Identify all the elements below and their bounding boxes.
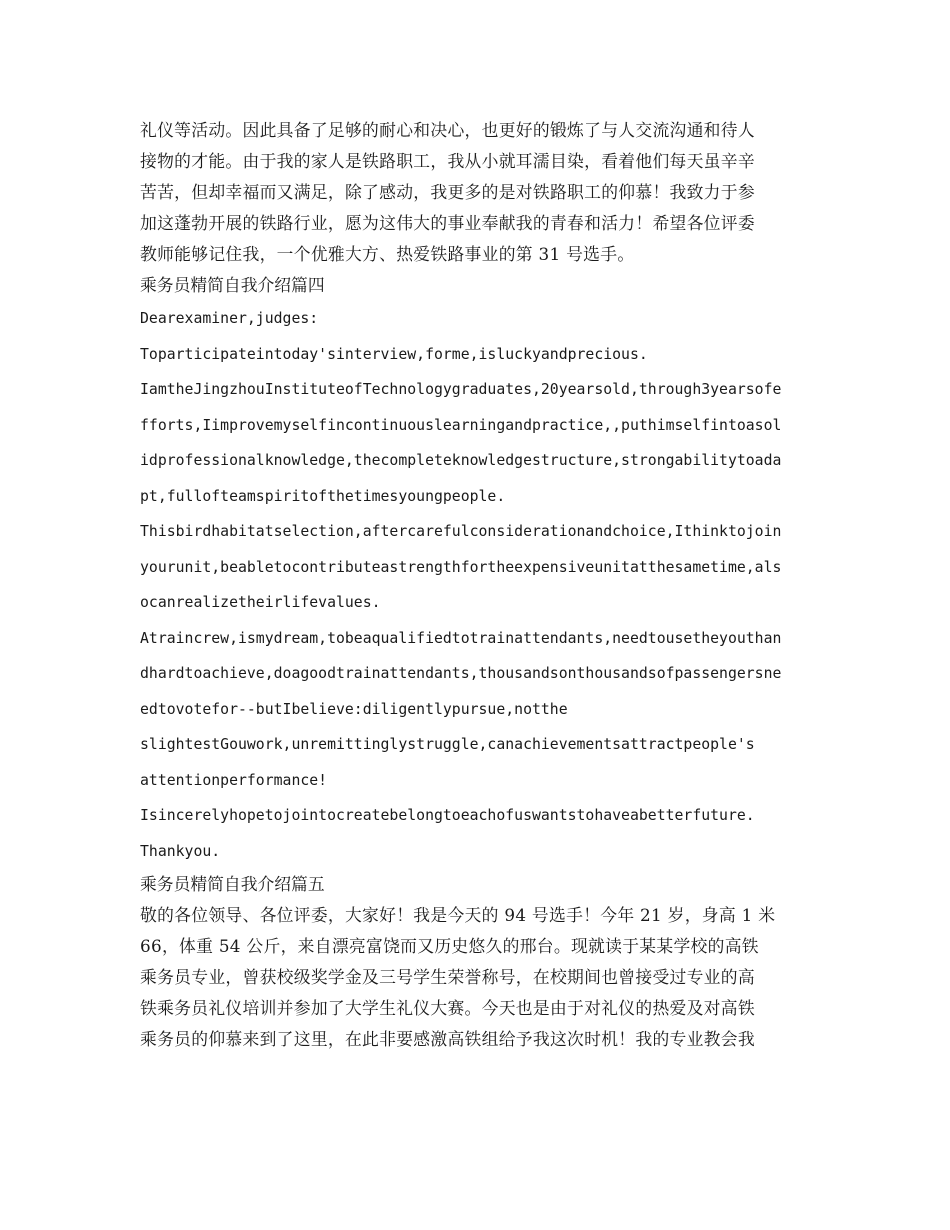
text-line: 加这蓬勃开展的铁路行业，愿为这伟大的事业奉献我的青春和活力！希望各位评委 bbox=[140, 213, 755, 233]
document-page bbox=[140, 115, 820, 1055]
text-line: 66，体重 54 公斤，来自漂亮富饶而又历史悠久的邢台。现就读于某某学校的高铁 bbox=[140, 936, 759, 956]
text-line: ocanrealizetheirlifevalues. bbox=[140, 594, 381, 611]
section-heading-5: 乘务员精简自我介绍篇五 bbox=[140, 874, 325, 894]
text-line: fforts,Iimprovemyselfincontinuouslearningandpractice,,puthimselfintoasol bbox=[140, 416, 782, 434]
text-line: IamtheJingzhouInstituteofTechnologygraduates,20yearsold,through3yearsofe bbox=[140, 381, 782, 398]
text-line: 接物的才能。由于我的家人是铁路职工，我从小就耳濡目染，看着他们每天虽辛辛 bbox=[140, 151, 755, 171]
text-line: pt,fullofteamspiritofthetimesyoungpeople. bbox=[140, 487, 506, 505]
text-line: dhardtoachieve,doagoodtrainattendants,thousandsonthousandsofpassengersne bbox=[140, 665, 782, 682]
text-line: Toparticipateintoday'sinterview,forme,isluckyandprecious. bbox=[140, 345, 648, 363]
section5-paragraph bbox=[140, 900, 820, 1055]
text-line: slightestGouwork,unremittinglystruggle,canachievementsattractpeople's bbox=[140, 736, 755, 753]
text-line: yourunit,beabletocontributeastrengthfortheexpensiveunitatthesametime,als bbox=[140, 558, 782, 576]
text-line: attentionperformance! bbox=[140, 771, 328, 789]
text-line: 铁乘务员礼仪培训并参加了大学生礼仪大赛。今天也是由于对礼仪的热爱及对高铁 bbox=[140, 998, 755, 1018]
text-line: edtovotefor--butIbelieve:diligentlypursue,notthe bbox=[140, 700, 568, 718]
text-line: Isincerelyhopetojointocreatebelongtoeachofuswantstohaveabetterfuture. bbox=[140, 807, 755, 824]
intro-tail-paragraph bbox=[140, 115, 820, 270]
text-line: 敬的各位领导、各位评委，大家好！我是今天的 94 号选手！今年 21 岁，身高 1 米 bbox=[140, 905, 776, 925]
text-line: 教师能够记住我，一个优雅大方、热爱铁路事业的第 31 号选手。 bbox=[140, 244, 635, 264]
text-line: Dearexaminer,judges: bbox=[140, 310, 319, 327]
text-line: 乘务员的仰慕来到了这里，在此非要感激高铁组给予我这次时机！我的专业教会我 bbox=[140, 1029, 755, 1049]
text-line: Thankyou. bbox=[140, 842, 221, 860]
text-line: 苦苦，但却幸福而又满足，除了感动，我更多的是对铁路职工的仰慕！我致力于参 bbox=[140, 182, 755, 202]
text-line: idprofessionalknowledge,thecompleteknowledgestructure,strongabilitytoada bbox=[140, 452, 782, 469]
section-heading-4: 乘务员精简自我介绍篇四 bbox=[140, 275, 325, 295]
text-line: 乘务员专业，曾获校级奖学金及三号学生荣誉称号，在校期间也曾接受过专业的高 bbox=[140, 967, 755, 987]
text-line: 礼仪等活动。因此具备了足够的耐心和决心，也更好的锻炼了与人交流沟通和待人 bbox=[140, 120, 755, 140]
text-line: Thisbirdhabitatselection,aftercarefulconsiderationandchoice,Ithinktojoin bbox=[140, 523, 782, 540]
text-line: Atraincrew,ismydream,tobeaqualifiedtotrainattendants,needtousetheyouthan bbox=[140, 629, 782, 647]
english-self-introduction bbox=[140, 301, 820, 869]
